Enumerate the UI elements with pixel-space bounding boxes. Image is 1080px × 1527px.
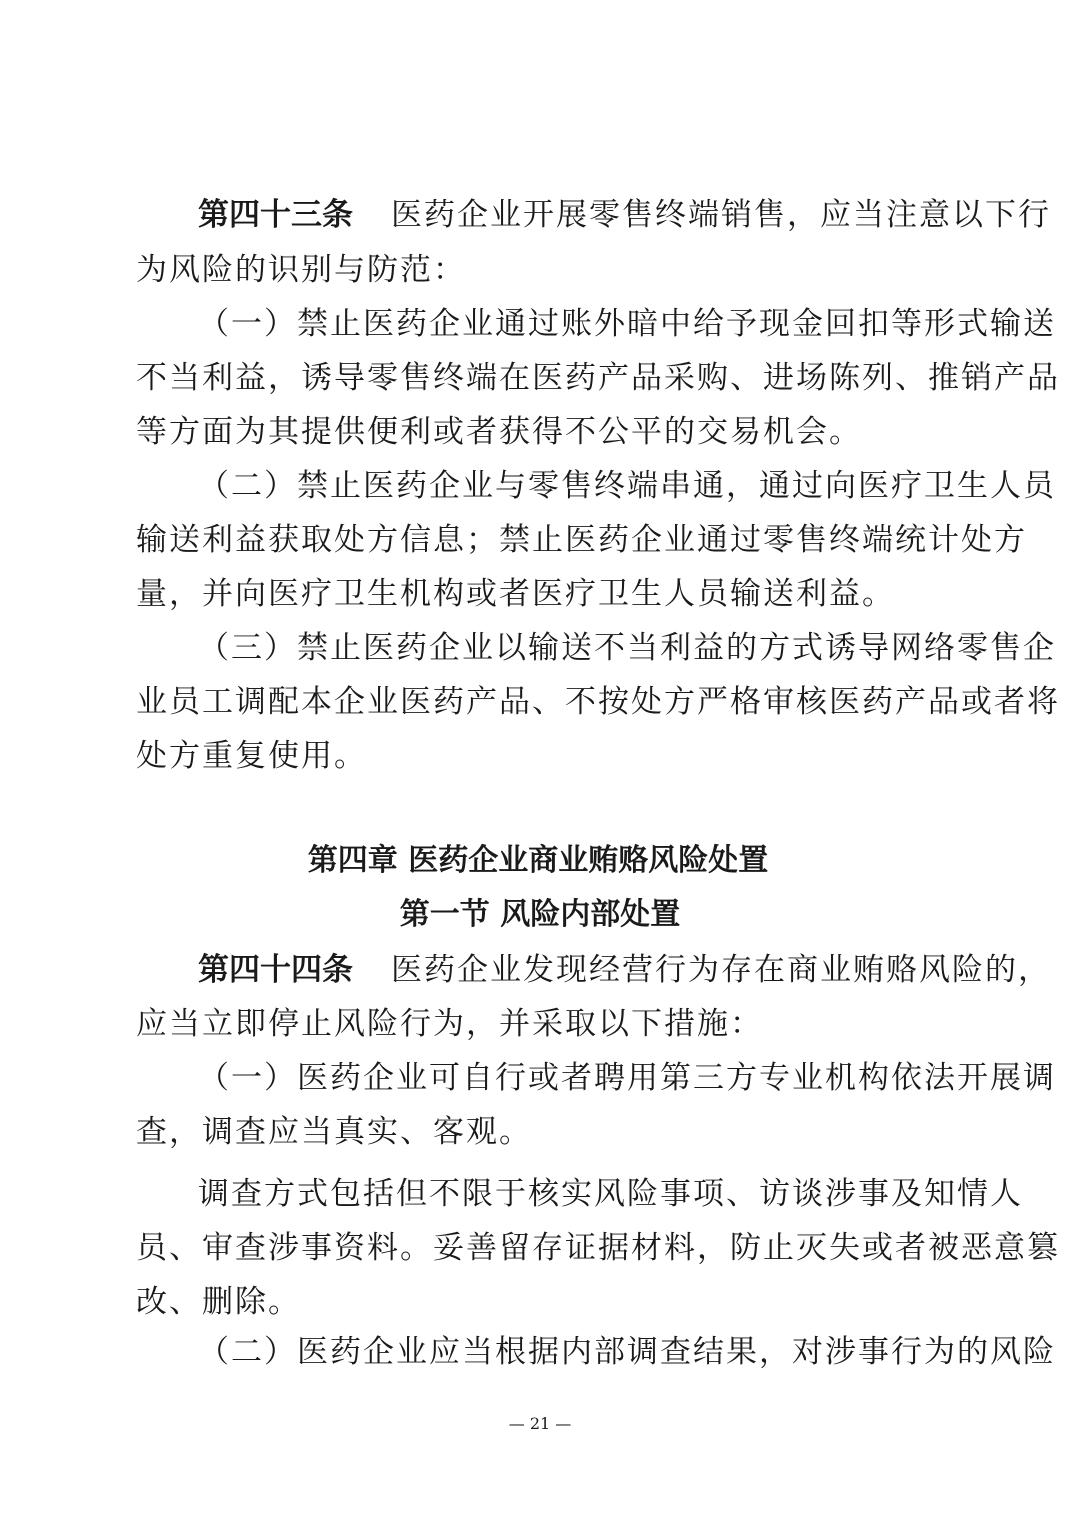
section-title: 第一节 风险内部处置 [399, 897, 681, 932]
item-43-1-line-2: 不当利益，诱导零售终端在医药产品采购、进场陈列、推销产品 [136, 360, 1060, 396]
para-44-method-line-2: 员、审查涉事资料。妥善留存证据材料，防止灭失或者被恶意篡 [136, 1230, 1060, 1266]
article-44-text: 医药企业发现经营行为存在商业贿赂风险的， [391, 952, 1051, 988]
item-43-2-line-2: 输送利益获取处方信息；禁止医药企业通过零售终端统计处方 [136, 522, 1027, 558]
item-44-2-line-1: （二）医药企业应当根据内部调查结果，对涉事行为的风险 [198, 1334, 1056, 1370]
article-43-text: 医药企业开展零售终端销售，应当注意以下行 [391, 197, 1051, 233]
item-43-2-line-3: 量，并向医疗卫生机构或者医疗卫生人员输送利益。 [136, 576, 895, 612]
item-43-3-line-3: 处方重复使用。 [136, 738, 367, 774]
article-43-line-2: 为风险的识别与防范： [136, 252, 466, 288]
item-44-1-line-2: 查，调查应当真实、客观。 [136, 1114, 532, 1150]
page-number: — 21 — [508, 1414, 572, 1433]
article-44-line-2: 应当立即停止风险行为，并采取以下措施： [136, 1006, 763, 1042]
item-43-3-line-2: 业员工调配本企业医药产品、不按处方严格审核医药产品或者将 [136, 684, 1060, 720]
para-44-method-line-3: 改、删除。 [136, 1284, 301, 1320]
article-43-heading: 第四十三条 [198, 197, 353, 233]
item-43-3-line-1: （三）禁止医药企业以输送不当利益的方式诱导网络零售企 [198, 630, 1056, 666]
article-44-heading: 第四十四条 [198, 952, 353, 988]
article-43-line-1 [198, 195, 1051, 235]
item-43-2-line-1: （二）禁止医药企业与零售终端串通，通过向医疗卫生人员 [198, 468, 1056, 504]
item-44-1-line-1: （一）医药企业可自行或者聘用第三方专业机构依法开展调 [198, 1060, 1056, 1096]
item-43-1-line-3: 等方面为其提供便利或者获得不公平的交易机会。 [136, 414, 862, 450]
article-44-line-1 [198, 950, 1051, 990]
para-44-method-line-1: 调查方式包括但不限于核实风险事项、访谈涉事及知情人 [198, 1176, 1023, 1212]
item-43-1-line-1: （一）禁止医药企业通过账外暗中给予现金回扣等形式输送 [198, 306, 1056, 342]
chapter-title: 第四章 医药企业商业贿赂风险处置 [307, 843, 769, 878]
